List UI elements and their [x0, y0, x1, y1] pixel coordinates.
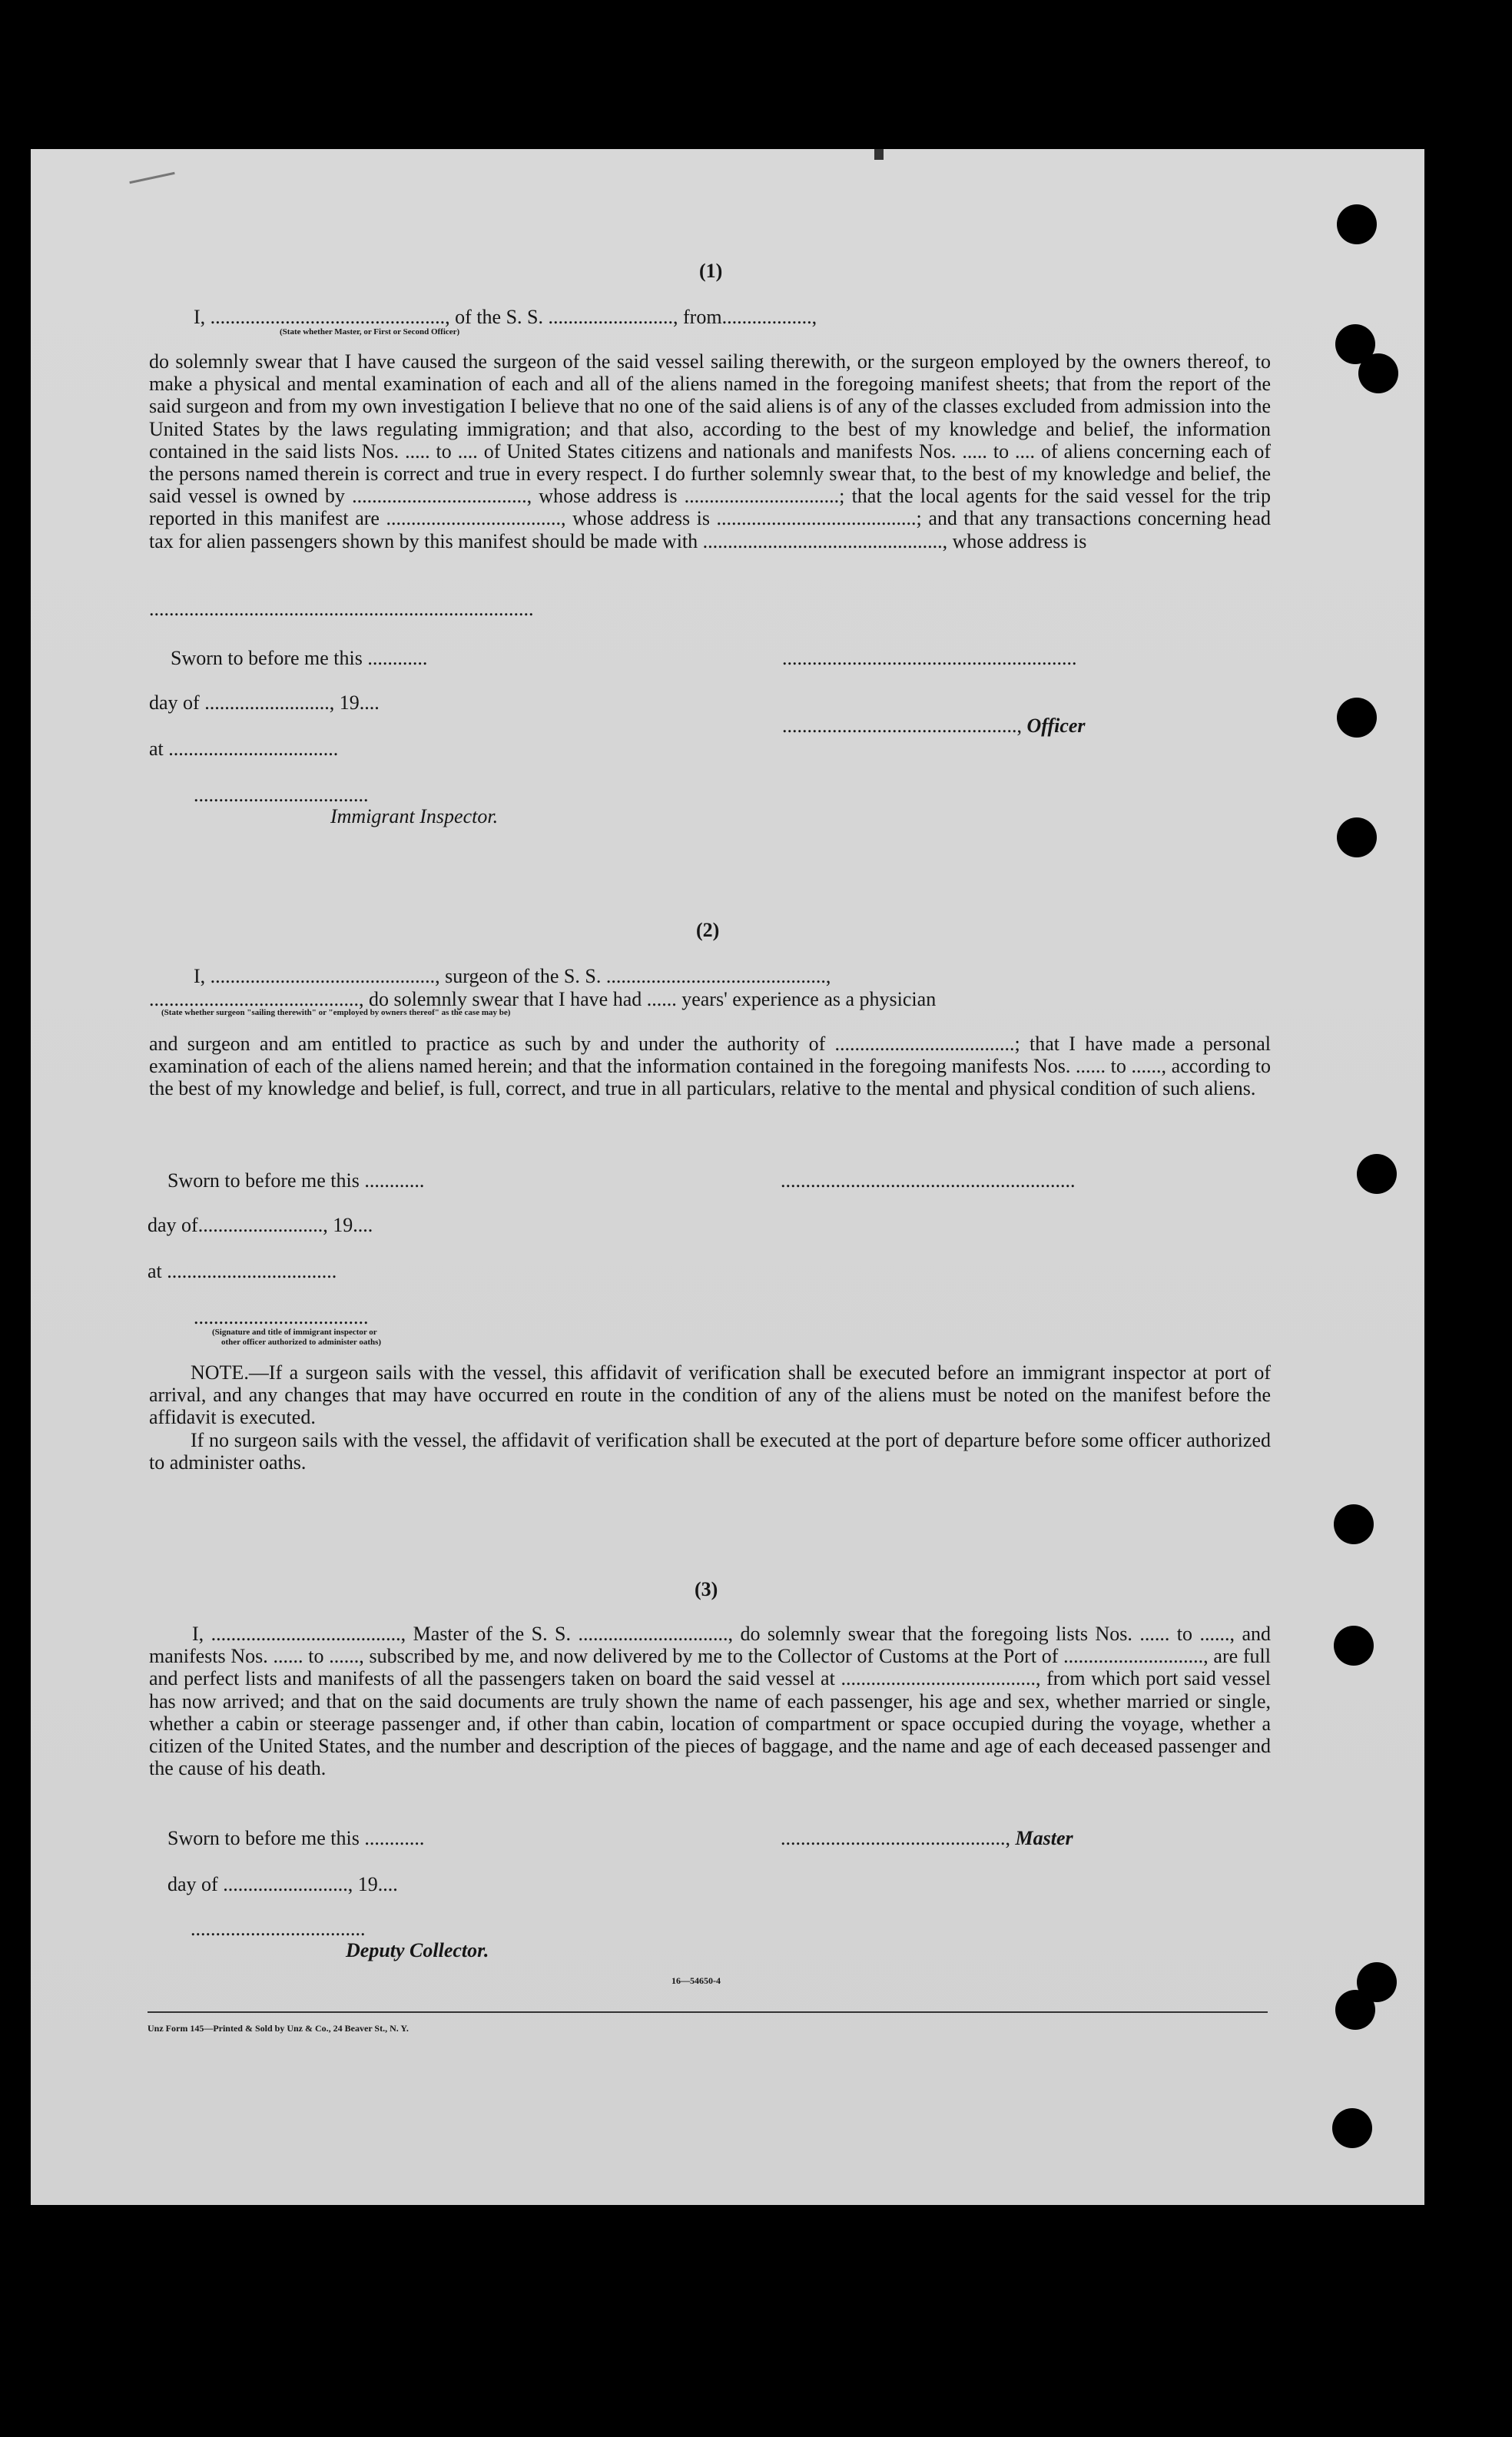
section-number: (1)	[699, 260, 723, 282]
sworn-line: Sworn to before me this ............	[167, 1827, 425, 1849]
note-text: NOTE.—If a surgeon sails with the vessel, this affidavit of verification shall be executed before an immigrant inspector at port of arrival, and any changes that may have occurred en route in the condition of any of the aliens must be noted on the manifest before the affidavit is executed.	[149, 1361, 1271, 1429]
inspector-signature-line: ...................................	[194, 1306, 369, 1328]
oath-text: I,	[194, 306, 211, 328]
date-line: day of ........................., 19....	[167, 1873, 398, 1895]
printer-footer: Unz Form 145—Printed & Sold by Unz & Co., 24 Beaver St., N. Y.	[148, 2023, 409, 2034]
field-hint: (State whether Master, or First or Second Officer)	[280, 327, 460, 337]
signature-line: ...........................................................	[782, 647, 1077, 669]
fill-in-blank: .............................................................................	[149, 598, 534, 620]
note-paragraph	[149, 1361, 1271, 1429]
section-number: (3)	[695, 1578, 718, 1600]
oath-body	[149, 1623, 1271, 1779]
form-code: 16—54650-4	[671, 1975, 721, 1986]
binder-hole	[1332, 2108, 1372, 2148]
fill-in-blank: ...............................................,	[782, 715, 1022, 737]
binder-hole	[1358, 353, 1398, 393]
fill-in-blank: ...............................................	[210, 306, 446, 328]
binder-hole	[1334, 1504, 1374, 1544]
oath-body-text: I, ......................................, Master of the S. S. .............................., do solemnly swear that the foregoing lists Nos. ...... to ......, and manifests Nos. ...... to ......, subscribed by me, and now delivered by me to the Collector of Customs at the Port of ............................, are full and perfect lists and manifests of all the passengers taken on board the said vessel at ......................................., from which port said vessel has now arrived; and that on the said documents are truly shown the name of each passenger, his age and sex, whether married or single, whether a cabin or steerage passenger and, if other than cabin, location of compartment or space occupied during the voyage, whether a citizen of the United States, and the number and description of the pieces of baggage, and the name and age of each deceased passenger and the cause of his death.	[149, 1623, 1271, 1780]
date-line: day of ........................., 19....	[149, 691, 380, 714]
fill-in-blank: .........................	[548, 306, 674, 328]
inspector-signature-line: ...................................	[194, 784, 369, 806]
fill-in-blank: ..................	[721, 306, 812, 328]
field-hint: (State whether surgeon "sailing therewith" or "employed by owners thereof" as the case may be)	[161, 1008, 511, 1017]
oath-line: I, ............................................., surgeon of the S. S. ............................................,	[194, 965, 831, 987]
date-line: day of........................., 19....	[148, 1214, 373, 1236]
place-line: at ..................................	[148, 1260, 337, 1282]
binder-hole	[1357, 1154, 1397, 1194]
collector-signature-line: ...................................	[191, 1918, 366, 1940]
oath-text: , from	[673, 306, 722, 328]
footer-rule	[148, 2011, 1268, 2013]
section-number: (2)	[696, 919, 720, 941]
place-line: at ..................................	[149, 738, 339, 760]
officer-signature	[782, 715, 1086, 738]
fill-in-blank: .............................................,	[781, 1827, 1010, 1849]
signature-hint: other officer authorized to administer oaths)	[221, 1338, 382, 1347]
oath-text: ,	[811, 306, 817, 328]
binder-hole	[1335, 1990, 1375, 2030]
collector-label: Deputy Collector.	[346, 1939, 489, 1961]
master-label: Master	[1015, 1827, 1073, 1849]
binder-hole	[1334, 1626, 1374, 1666]
sworn-line: Sworn to before me this ............	[171, 647, 428, 669]
oath-body	[149, 1033, 1271, 1100]
oath-line	[194, 306, 817, 329]
officer-label: Officer	[1026, 715, 1086, 737]
signature-hint: (Signature and title of immigrant inspector or	[212, 1328, 377, 1337]
oath-text: , of the S. S.	[445, 306, 549, 328]
oath-body	[149, 350, 1271, 552]
sworn-line: Sworn to before me this ............	[167, 1169, 425, 1192]
note-text: If no surgeon sails with the vessel, the affidavit of verification shall be executed at the port of departure before some officer authorized to administer oaths.	[149, 1429, 1271, 1474]
scan-mark	[874, 149, 884, 160]
inspector-label: Immigrant Inspector.	[330, 805, 499, 827]
binder-hole	[1337, 698, 1377, 738]
note-paragraph	[149, 1429, 1271, 1474]
signature-line: ...........................................................	[781, 1169, 1076, 1192]
oath-body-text: and surgeon and am entitled to practice as such by and under the authority of ....................................; that I have made a personal examination of each of the aliens named herein; and that the information contained in the foregoing manifests Nos. ...... to ......, according to the best of my knowledge and belief, is full, correct, and true in all particulars, relative to the mental and physical condition of such aliens.	[149, 1033, 1271, 1100]
oath-line: .........................................., do solemnly swear that I have had ...... years' experience as a physician	[149, 988, 937, 1010]
binder-hole	[1337, 817, 1377, 857]
master-signature	[781, 1827, 1073, 1850]
oath-body-text: do solemnly swear that I have caused the surgeon of the said vessel sailing therewith, or the surgeon employed by the owners thereof, to make a physical and mental examination of each and all of the aliens named in the foregoing manifest sheets; that from the report of the said surgeon and from my own investigation I believe that no one of the said aliens is of any of the classes excluded from admission into the United States by the laws regulating immigration; and that also, according to the best of my knowledge and belief, the information contained in the said lists Nos. ..... to .... of United States citizens and nationals and manifests Nos. ..... to .... of aliens concerning each of the persons named therein is correct and true in every respect. I do further solemnly swear that, to the best of my knowledge and belief, the said vessel is owned by ..................................., whose address is ...............................; that the local agents for the said vessel for the trip reported in this manifest are ..................................., whose address is ........................................; and that any transactions concerning head tax for alien passengers shown by this manifest should be made with ................................................, whose address is	[149, 350, 1271, 552]
binder-hole	[1337, 204, 1377, 244]
